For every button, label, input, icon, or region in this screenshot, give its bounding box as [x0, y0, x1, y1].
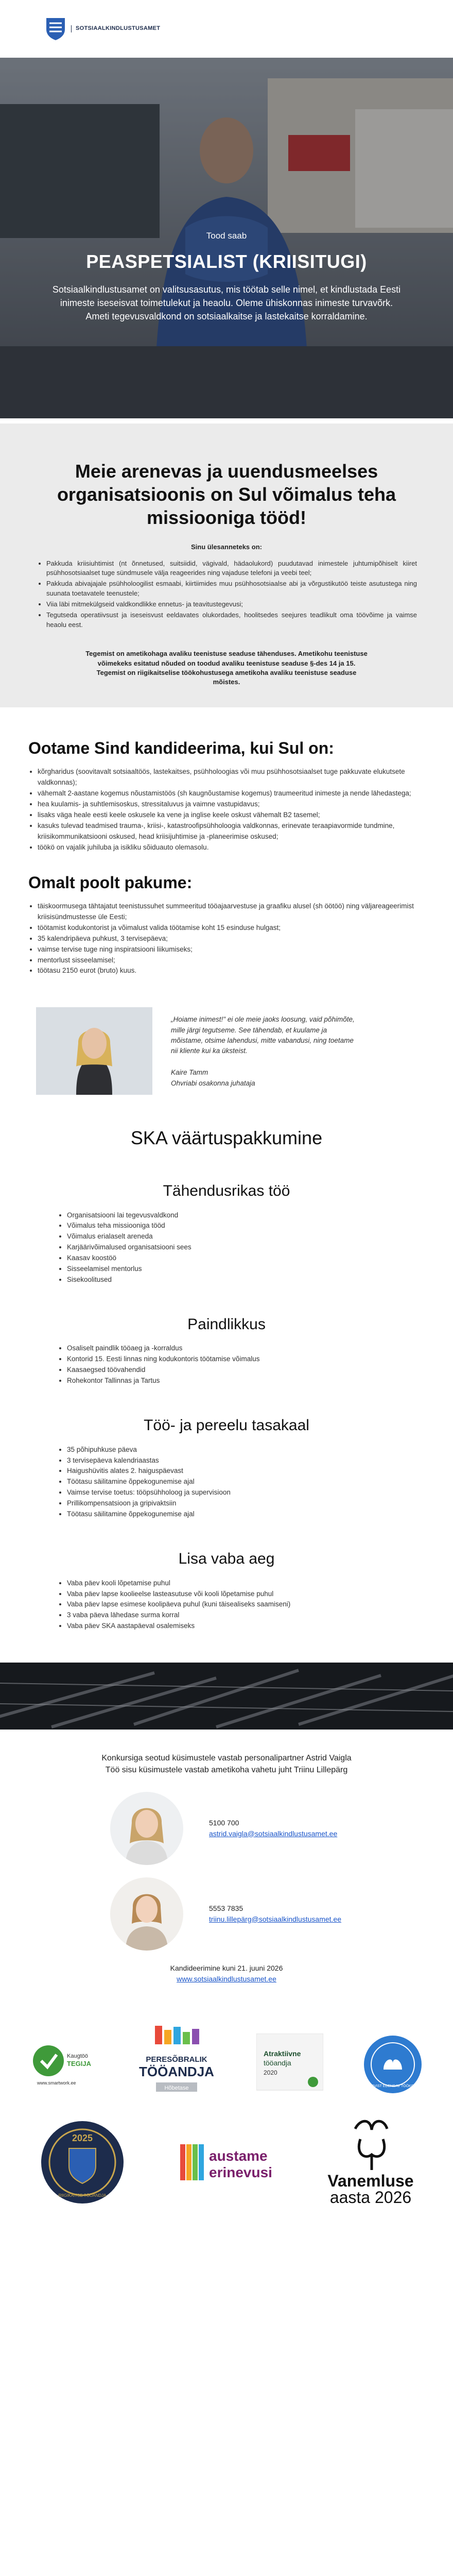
offer-list — [28, 901, 425, 976]
list-item: • mentorlust sisseelamisel; — [38, 955, 425, 966]
svg-text:austame: austame — [209, 2147, 268, 2164]
group-list — [31, 1578, 422, 1632]
quote-text: „Hoiame inimest!" ei ole meie jaoks loosung, vaid põhimõte, mille järgi tegutseme. See tähendab, et kuulame ja mõistame, otsime lahendusi, mitte vabandusi, ning toetame nii kliente kui ka üksteist. Kaire Tamm Ohvriabi osakonna juhataja — [171, 1007, 355, 1095]
website-link[interactable]: www.sotsiaalkindlustusamet.ee — [177, 1974, 276, 1983]
mission-title: Meie arenevas ja uuendusmeelses organisatsioonis on Sul võimalus teha missiooniga tööd! — [57, 461, 396, 528]
list-item: • Sisekoolitused — [67, 1275, 422, 1285]
list-item: • Vaba päev lapse esimese koolipäeva puhul (kuni täisealiseks saamiseni) — [67, 1599, 422, 1610]
quote-block — [0, 1007, 453, 1095]
list-item: • Sisseelamisel mentorlus — [67, 1264, 422, 1275]
avatar — [110, 1877, 183, 1951]
contact-email-link[interactable]: triinu.lillepärg@sotsiaalkindlustusamet.ee — [209, 1914, 342, 1923]
list-item: • Vaba päev SKA aastapäeval osalemiseks — [67, 1621, 422, 1632]
svg-text:TEGIJA: TEGIJA — [66, 2059, 91, 2067]
contacts-section — [0, 1730, 453, 1999]
svg-text:Atraktiivne: Atraktiivne — [263, 2049, 301, 2058]
list-item: • Kaasaegsed töövahendid — [67, 1365, 422, 1376]
peresobralik-tooandja-logo — [135, 2026, 218, 2103]
mission-section — [0, 423, 453, 707]
list-item: • Viia läbi mitmekülgseid valdkondlikke ennetus- ja teavitustegevusi; — [46, 600, 417, 609]
riigikaitse-tooandja-logo — [36, 2119, 129, 2206]
list-item: • Võimalus teha missiooniga tööd — [67, 1221, 422, 1231]
list-item: • Töötasu säilitamine õppekogunemise ajal — [67, 1477, 422, 1487]
svg-text:Hõbetase: Hõbetase — [164, 2084, 189, 2091]
vanemluse-aasta-logo — [324, 2119, 417, 2206]
atraktiivne-tooandja-logo — [256, 2033, 323, 2095]
quote-photo — [36, 1007, 152, 1095]
contact-email-link[interactable]: astrid.vaigla@sotsiaalkindlustusamet.ee — [209, 1829, 338, 1838]
list-item: • Prillikompensatsioon ja gripivaktsiin — [67, 1498, 422, 1509]
list-item: • Haigushüvitis alates 2. haiguspäevast — [67, 1466, 422, 1477]
list-item: • Kontorid 15. Eesti linnas ning kodukontoris töötamise võimalus — [67, 1354, 422, 1365]
list-item: • Pakkuda abivajajale psühholoogilist esmaabi, kiirtiimides muu psühhosotsiaalse abi ja võrgustikutöö teiste asutustega ning suunata toetavatele teenustele; — [46, 579, 417, 599]
coat-of-arms-icon — [45, 17, 66, 41]
avatar — [110, 1792, 183, 1865]
svg-text:aasta 2026: aasta 2026 — [329, 2188, 412, 2206]
svg-text:Kaugtöö: Kaugtöö — [66, 2053, 88, 2059]
svg-text:2025: 2025 — [72, 2132, 93, 2143]
hero-text — [0, 230, 453, 323]
list-item: • Pakkuda kriisiuhtimist (nt õnnetused, suitsiidid, vägivald, hädaolukord) puudutavad inimestele juhtumipõhiselt kiiret psühhosotsiaalset tuge sündmusele välja reageerides ning vajaduse telefoni ja veebi teel; — [46, 559, 417, 579]
svg-text:2020: 2020 — [263, 2069, 277, 2076]
list-item: • töökö on vajalik juhiluba ja isikliku sõiduauto olemasolu. — [38, 842, 425, 853]
contact-person — [21, 1792, 432, 1865]
list-item: • Vaba päev kooli lõpetamise puhul — [67, 1578, 422, 1589]
svg-text:www.smartwork.ee: www.smartwork.ee — [37, 2080, 76, 2086]
hero-kicker: Tood saab — [206, 231, 247, 241]
list-item: • Töötasu säilitamine õppekogunemise ajal — [67, 1509, 422, 1520]
requirements-list — [28, 767, 425, 853]
list-item: • Tegutseda operatiivsust ja iseseisvust eeldavates olukordades, hoolitsedes seejures teadlikult oma töövõime ja vaimse heaolu eest. — [46, 611, 417, 630]
hero-subtitle: Sotsiaalkindlustusamet on valitsusasutus, mis töötab selle nimel, et kindlustada Eesti inimeste iseseisvat toimetulekut ja heaolu. Oleme ühiskonnas inimeste turvavõrk. Ameti tegevusvaldkond on sotsiaalkaitse ja lastekaitse korraldamine. — [52, 284, 401, 321]
requirements-title: Ootame Sind kandideerima, kui Sul on: — [28, 739, 334, 758]
kaugtoo-tegija-logo — [30, 2041, 97, 2088]
duties-title: Sinu ülesanneteks on: — [191, 543, 262, 551]
contact-phone: 5553 7835 — [209, 1904, 243, 1913]
legal-notice: Tegemist on ametikohaga avaliku teenistuse seaduse tähenduses. Ametikohu teenistuse võimekeks esitatud nõuded on toodud avaliku teenistuse seaduse §-des 14 ja 15. Tegemist on riigikaitselise töökohustusega ametikoha avaliku teenistuse seaduse mõistes. — [85, 650, 368, 686]
austame-erinevusi-logo — [180, 2134, 273, 2191]
list-item: • 3 vaba päeva lähedase surma korral — [67, 1610, 422, 1621]
candidate-section — [0, 707, 453, 987]
value-title: SKA väärtuspakkumine — [130, 1127, 323, 1149]
list-item: • Kaasav koostöö — [67, 1253, 422, 1264]
list-item: • Võimalus erialaselt areneda — [67, 1231, 422, 1242]
list-item: • töötasu 2150 eurot (bruto) kuus. — [38, 965, 425, 976]
list-item: • 3 tervisepäeva kalendriaastas — [67, 1455, 422, 1466]
svg-text:PERESÕBRALIK: PERESÕBRALIK — [145, 2055, 207, 2064]
list-item: • töötamist kodukontorist ja võimalust valida töötamise koht 15 esinduse hulgast; — [38, 923, 425, 934]
value-proposition-section — [0, 1095, 453, 1663]
brand-name: SOTSIAALKINDLUSTUSAMET — [71, 25, 160, 32]
group-list — [31, 1210, 422, 1285]
svg-text:RIIGIKAITSE TÖÖANDJA: RIIGIKAITSE TÖÖANDJA — [58, 2193, 107, 2198]
contacts-intro: Konkursiga seotud küsimustele vastab personalipartner Astrid Vaigla Töö sisu küsimustele vastab ametikoha vahetu juht Triinu Lillepärg — [101, 1754, 352, 1775]
list-item: • Osaliselt paindlik tööaeg ja -korraldus — [67, 1343, 422, 1354]
award-logos-row — [0, 2000, 453, 2108]
group-title: Lisa vaba aeg — [178, 1550, 275, 1568]
award-logos-row — [0, 2108, 453, 2222]
list-item: • lisaks väga heale eesti keele oskusele ka vene ja inglise keele oskust vähemalt B2 tasemel; — [38, 810, 425, 821]
list-item: • 35 kalendripäeva puhkust, 3 tervisepäeva; — [38, 934, 425, 944]
contact-phone: 5100 700 — [209, 1819, 239, 1827]
svg-text:Vanemluse: Vanemluse — [327, 2171, 414, 2190]
svg-text:tööandja: tööandja — [263, 2058, 291, 2067]
list-item: • Rohekontor Tallinnas ja Tartus — [67, 1376, 422, 1386]
job-title: PEASPETSIALIST (KRIISITUGI) — [86, 250, 367, 272]
tervist-edendav-logo — [362, 2033, 424, 2095]
contact-person — [21, 1877, 432, 1951]
hero-banner — [0, 58, 453, 418]
list-item: • vähemalt 2-aastane kogemus nõustamistöös (sh kaugnõustamise kogemus) traumeeritud inimeste ja nende lähedastega; — [38, 788, 425, 799]
header — [0, 0, 453, 58]
svg-text:TERVIST EDENDAV TÖÖKOHT: TERVIST EDENDAV TÖÖKOHT — [366, 2084, 419, 2088]
decorative-photo-band — [0, 1663, 453, 1730]
list-item: • hea kuulamis- ja suhtlemisoskus, stressitaluvus ja vaimne vastupidavus; — [38, 799, 425, 810]
duties-list — [36, 559, 417, 630]
list-item: • kasuks tulevad teadmised trauma-, kriisi-, katastroofipsühholoogia valdkonnas, erinevate teraapiavormide tundmine, kriisikommunikatsiooni oskused, head kriisijuhtimise ja -planeerimise oskused; — [38, 821, 425, 842]
offer-title: Omalt poolt pakume: — [28, 873, 193, 892]
list-item: • vaimse tervise tuge ning inspiratsiooni liikumiseks; — [38, 944, 425, 955]
list-item: • Organisatsiooni lai tegevusvaldkond — [67, 1210, 422, 1221]
group-title: Paindlikkus — [187, 1315, 266, 1333]
svg-text:erinevusi: erinevusi — [209, 2164, 272, 2180]
group-title: Tähendusrikas töö — [163, 1182, 290, 1199]
svg-text:TÖÖANDJA: TÖÖANDJA — [138, 2063, 214, 2079]
quote-author-role: Ohvriabi osakonna juhataja — [171, 1079, 255, 1087]
application-deadline: Kandideerimine kuni 21. juuni 2026 www.sotsiaalkindlustusamet.ee — [170, 1963, 283, 1983]
list-item: • kõrgharidus (soovitavalt sotsiaaltöös, lastekaitses, psühholoogias või muu psühhosotsiaalset tuge pakkuvate elukutsete valdkonnas); — [38, 767, 425, 788]
list-item: • täiskoormusega tähtajatut teenistussuhet summeeritud tööajaarvestuse ja graafiku alusel (sh öötöö) ning väljareageerimist kriisisündmustesse üle Eesti; — [38, 901, 425, 923]
list-item: • Vaba päev lapse koolieelse lasteasutuse või kooli lõpetamise puhul — [67, 1589, 422, 1600]
group-title: Töö- ja pereelu tasakaal — [144, 1417, 309, 1434]
quote-author: Kaire Tamm — [171, 1069, 208, 1077]
group-list — [31, 1343, 422, 1386]
list-item: • Vaimse tervise toetus: tööpsühholoog ja supervisioon — [67, 1487, 422, 1498]
list-item: • 35 põhipuhkuse päeva — [67, 1445, 422, 1455]
group-list — [31, 1445, 422, 1520]
list-item: • Karjäärivõimalused organisatsiooni sees — [67, 1242, 422, 1253]
